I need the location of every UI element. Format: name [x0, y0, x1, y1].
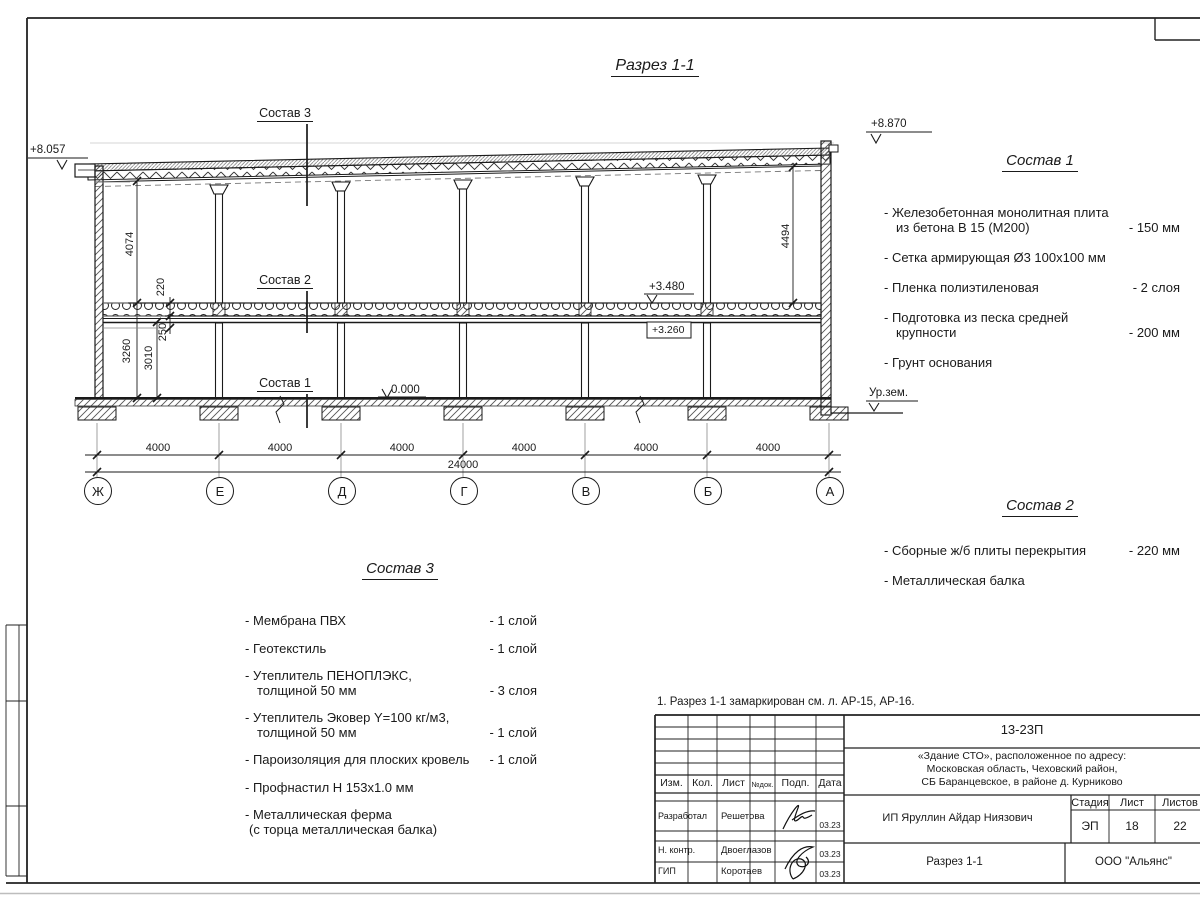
sostav1-list — [884, 205, 1180, 385]
material-item: - Металлическая ферма (с торца металлическая балка) — [245, 807, 438, 837]
axis-bubble: В — [572, 477, 600, 505]
sheets-total: 22 — [1173, 819, 1187, 833]
dim-bay: 4000 — [389, 442, 415, 454]
dim-250: 250 — [157, 322, 169, 342]
stamp-date: 03.23 — [819, 869, 841, 879]
elevation-slab-bottom: +3.260 — [652, 324, 685, 336]
sheets-label: Листов — [1162, 797, 1198, 809]
elevation-slab-top: +3.480 — [649, 281, 685, 293]
material-item: - Сетка армирующая Ø3 100x100 мм — [884, 250, 1106, 265]
axis-bubble: Е — [206, 477, 234, 505]
floor-slab — [103, 303, 821, 323]
material-item: - Утеплитель ПЕНОПЛЭКС, толщиной 50 мм - 3 слоя — [245, 668, 537, 698]
dim-3260: 3260 — [121, 338, 133, 364]
axis-bubble: Б — [694, 477, 722, 505]
sostav3-ref-label: Состав 3 — [259, 106, 311, 120]
stamp-role: Разработал — [658, 811, 707, 821]
project-address-line1: «Здание СТО», расположенное по адресу: — [917, 750, 1127, 762]
material-item: - Геотекстиль - 1 слой — [245, 640, 537, 656]
dim-bay: 4000 — [755, 442, 781, 454]
sostav3-title: Состав 3 — [320, 560, 480, 577]
dim-total: 24000 — [447, 459, 479, 471]
dim-4494: 4494 — [780, 223, 792, 249]
material-item: - Грунт основания — [884, 355, 993, 370]
company-name: ООО "Альянс" — [1095, 856, 1172, 868]
dim-bay: 4000 — [511, 442, 537, 454]
material-item: - Утеплитель Эковер Y=100 кг/м3, толщиной 50 мм - 1 слой — [245, 710, 537, 740]
walls-and-columns — [95, 141, 838, 415]
material-item: - Профнастил Н 153х1.0 мм — [245, 779, 414, 795]
material-item: - Пароизоляция для плоских кровель - 1 слой — [245, 752, 537, 767]
stage-label: Стадия — [1071, 797, 1109, 809]
sheet-number: 18 — [1125, 819, 1139, 833]
sostav1-title: Состав 1 — [960, 152, 1120, 169]
sostav2-title: Состав 2 — [960, 497, 1120, 514]
sostav3-list — [245, 614, 537, 850]
material-item: - Металлическая балка — [884, 573, 1025, 588]
project-address-line3: СБ Баранцевское, в районе д. Курниково — [921, 776, 1123, 788]
sostav2-ref-label: Состав 2 — [259, 273, 311, 287]
material-item: - Мембрана ПВХ - 1 слой — [245, 613, 537, 628]
dim-4074: 4074 — [124, 231, 136, 257]
project-address-line2: Московская область, Чеховский район, — [926, 763, 1118, 775]
col-header-list: Лист — [722, 777, 745, 789]
material-item: - Железобетонная монолитная плита из бетона В 15 (М200) - 150 мм — [884, 205, 1180, 235]
sheet-label: Лист — [1120, 797, 1144, 809]
client-name: ИП Яруллин Айдар Ниязович — [882, 812, 1033, 824]
elevation-top-left: +8.057 — [30, 144, 66, 156]
dim-3010: 3010 — [143, 345, 155, 371]
elevation-zero: 0.000 — [391, 384, 420, 396]
col-header-ndok: №док. — [751, 780, 774, 789]
ground-level-label: Ур.зем. — [869, 387, 909, 399]
sheet-title: Разрез 1-1 — [926, 856, 983, 868]
material-item: - Пленка полиэтиленовая - 2 слоя — [884, 280, 1180, 295]
stamp-name: Решетова — [721, 811, 765, 822]
stamp-role: ГИП — [658, 866, 676, 876]
material-item: - Подготовка из песка средней крупности - 200 мм — [884, 310, 1180, 340]
page-title: Разрез 1-1 — [575, 57, 735, 75]
axis-bubble: Ж — [84, 477, 112, 505]
dim-bay: 4000 — [145, 442, 171, 454]
axis-bubble: Г — [450, 477, 478, 505]
axis-bubble: А — [816, 477, 844, 505]
note-text: 1. Разрез 1-1 замаркирован см. л. АР-15, АР-16. — [657, 696, 915, 708]
sostav1-ref-label: Состав 1 — [259, 376, 311, 390]
stamp-date: 03.23 — [819, 820, 841, 830]
elevation-top-right: +8.870 — [871, 118, 907, 130]
material-item: - Сборные ж/б плиты перекрытия - 220 мм — [884, 543, 1180, 558]
col-header-podp: Подп. — [781, 777, 810, 789]
col-header-kol: Кол. — [692, 777, 713, 789]
col-header-izm: Изм. — [660, 777, 683, 789]
stamp-role: Н. контр. — [658, 845, 696, 855]
stamp-date: 03.23 — [819, 849, 841, 859]
ground-floor-foundation — [75, 396, 903, 423]
dim-220: 220 — [155, 277, 167, 297]
stage-value: ЭП — [1081, 819, 1099, 833]
stamp-name: Двоеглазов — [721, 845, 772, 856]
axis-bubble: Д — [328, 477, 356, 505]
dim-bay: 4000 — [267, 442, 293, 454]
sostav2-list — [884, 543, 1180, 603]
stamp-name: Коротаев — [721, 866, 763, 877]
project-code: 13-23П — [1000, 722, 1044, 737]
signature — [783, 805, 815, 879]
col-header-data: Дата — [818, 777, 842, 789]
dim-bay: 4000 — [633, 442, 659, 454]
